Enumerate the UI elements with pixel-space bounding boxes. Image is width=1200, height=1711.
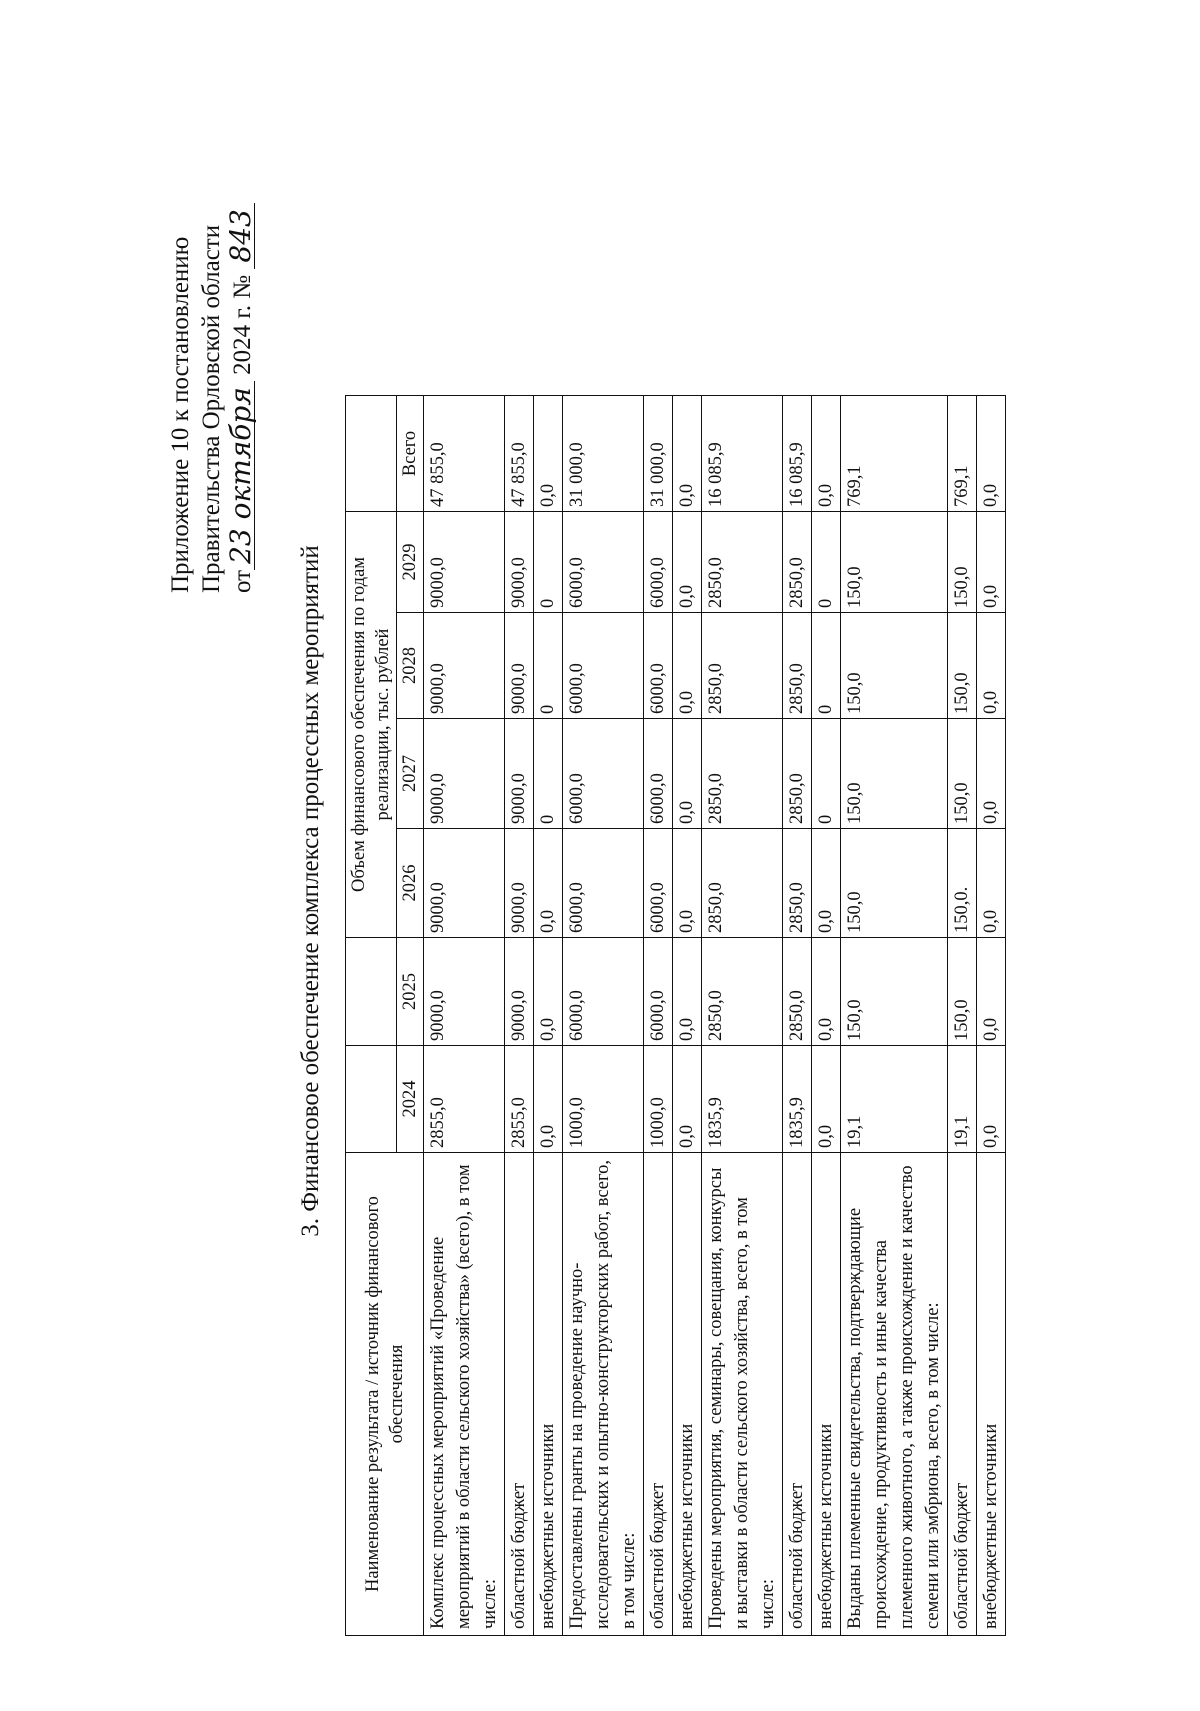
row-value: 0,0 (673, 938, 702, 1046)
row-value: 769,1 (841, 396, 948, 512)
header-year: Всего (397, 396, 424, 512)
table-row (783, 396, 812, 1636)
row-value: 150,0 (841, 938, 948, 1046)
table-row (563, 396, 644, 1636)
row-value: 150,0 (948, 512, 977, 613)
header-year: 2025 (397, 938, 424, 1046)
row-value: 0 (812, 719, 841, 829)
row-value: 1835,9 (702, 1046, 783, 1153)
row-name: Предоставлены гранты на проведение научно-исследовательских и опытно-конструкторских работ, всего, в том числе: (563, 1153, 644, 1636)
appendix-year: 2024 г. № (229, 274, 256, 375)
row-value: 9000,0 (505, 719, 534, 829)
row-value: 0,0 (977, 396, 1006, 512)
row-value: 0,0 (977, 719, 1006, 829)
header-year: 2026 (397, 829, 424, 938)
row-value: 6000,0 (644, 613, 673, 719)
row-value: 0 (812, 512, 841, 613)
row-value: 0,0 (673, 829, 702, 938)
table-row (977, 396, 1006, 1636)
row-name: внебюджетные источники (812, 1153, 841, 1636)
handwritten-number: 843 (228, 203, 255, 268)
row-value: 2850,0 (702, 512, 783, 613)
row-value: 0,0 (534, 938, 563, 1046)
appendix-header (165, 73, 258, 593)
row-value: 6000,0 (563, 719, 644, 829)
row-value: 2850,0 (783, 938, 812, 1046)
header-year: 2027 (397, 719, 424, 829)
row-value: 150,0 (841, 512, 948, 613)
header-name-column: Наименование результата / источник финансового обеспечения (346, 1153, 424, 1636)
table-row (812, 396, 841, 1636)
row-value: 0,0 (534, 1046, 563, 1153)
row-value: 47 855,0 (505, 396, 534, 512)
row-value: 2850,0 (783, 829, 812, 938)
row-value: 0,0 (673, 719, 702, 829)
row-value: 9000,0 (424, 512, 505, 613)
row-value: 0,0 (812, 829, 841, 938)
row-value: 0,0 (977, 1046, 1006, 1153)
row-value: 9000,0 (424, 719, 505, 829)
row-value: 150,0 (948, 719, 977, 829)
row-value: 2850,0 (783, 719, 812, 829)
row-value: 9000,0 (424, 613, 505, 719)
row-value: 0,0 (534, 829, 563, 938)
row-name: областной бюджет (644, 1153, 673, 1636)
header-year: 2028 (397, 613, 424, 719)
row-value: 2855,0 (505, 1046, 534, 1153)
row-value: 2850,0 (783, 613, 812, 719)
appendix-prefix: от (229, 569, 256, 593)
row-name: областной бюджет (783, 1153, 812, 1636)
row-value: 6000,0 (563, 613, 644, 719)
row-value: 150,0. (948, 829, 977, 938)
row-value: 47 855,0 (424, 396, 505, 512)
row-value: 0,0 (977, 829, 1006, 938)
row-name: областной бюджет (948, 1153, 977, 1636)
header-empty-total (346, 396, 397, 512)
row-value: 0 (534, 512, 563, 613)
row-name: Комплекс процессных мероприятий «Проведение мероприятий в области сельского хозяйства» (всего), в том числе: (424, 1153, 505, 1636)
table-row (841, 396, 948, 1636)
table-row (534, 396, 563, 1636)
row-value: 0,0 (812, 1046, 841, 1153)
row-name: областной бюджет (505, 1153, 534, 1636)
row-value: 0,0 (673, 1046, 702, 1153)
table-row (505, 396, 534, 1636)
row-value: 0,0 (977, 938, 1006, 1046)
row-value: 16 085,9 (702, 396, 783, 512)
row-value: 0,0 (812, 396, 841, 512)
row-name: Выданы племенные свидетельства, подтверждающие происхождение, продуктивность и иные качества племенного животного, а также происхождение и качество семени или эмбриона, всего, в том числе: (841, 1153, 948, 1636)
row-value: 1000,0 (644, 1046, 673, 1153)
row-value: 0 (534, 613, 563, 719)
row-value: 9000,0 (424, 829, 505, 938)
row-value: 0,0 (534, 396, 563, 512)
row-value: 19,1 (841, 1046, 948, 1153)
row-value: 0,0 (673, 396, 702, 512)
row-value: 2850,0 (702, 613, 783, 719)
row-value: 769,1 (948, 396, 977, 512)
header-empty-2025 (346, 938, 397, 1046)
row-value: 2855,0 (424, 1046, 505, 1153)
row-value: 9000,0 (424, 938, 505, 1046)
row-value: 6000,0 (563, 829, 644, 938)
row-value: 2850,0 (702, 938, 783, 1046)
header-empty-2024 (346, 1046, 397, 1153)
row-value: 150,0 (841, 719, 948, 829)
row-value: 6000,0 (644, 938, 673, 1046)
row-value: 0,0 (673, 613, 702, 719)
row-value: 6000,0 (644, 829, 673, 938)
row-value: 9000,0 (505, 829, 534, 938)
row-value: 19,1 (948, 1046, 977, 1153)
financing-table (345, 395, 1006, 1636)
row-value: 6000,0 (563, 938, 644, 1046)
row-value: 0,0 (812, 938, 841, 1046)
row-value: 2850,0 (783, 512, 812, 613)
row-value: 16 085,9 (783, 396, 812, 512)
row-value: 0,0 (977, 613, 1006, 719)
row-value: 0 (812, 613, 841, 719)
row-value: 31 000,0 (563, 396, 644, 512)
row-name: внебюджетные источники (673, 1153, 702, 1636)
row-value: 150,0 (841, 613, 948, 719)
header-year: 2029 (397, 512, 424, 613)
row-value: 6000,0 (563, 512, 644, 613)
row-value: 0,0 (977, 512, 1006, 613)
table-row (644, 396, 673, 1636)
row-value: 9000,0 (505, 938, 534, 1046)
handwritten-date: 23 октября (228, 381, 255, 570)
row-value: 9000,0 (505, 512, 534, 613)
row-value: 150,0 (948, 613, 977, 719)
table-row (673, 396, 702, 1636)
section-title: 3. Финансовое обеспечение комплекса процессных мероприятий (297, 545, 324, 1237)
table-row (702, 396, 783, 1636)
table-row (424, 396, 505, 1636)
row-value: 1000,0 (563, 1046, 644, 1153)
row-value: 9000,0 (505, 613, 534, 719)
row-value: 2850,0 (702, 719, 783, 829)
row-value: 6000,0 (644, 719, 673, 829)
table-row (948, 396, 977, 1636)
row-name: внебюджетные источники (534, 1153, 563, 1636)
row-value: 6000,0 (644, 512, 673, 613)
row-name: Проведены мероприятия, семинары, совещания, конкурсы и выставки в области сельского хозяйства, всего, в том числе: (702, 1153, 783, 1636)
appendix-line-1: Приложение 10 к постановлению (167, 236, 194, 593)
appendix-line-2: Правительства Орловской области (198, 224, 225, 593)
row-value: 150,0 (841, 829, 948, 938)
row-name: внебюджетные источники (977, 1153, 1006, 1636)
header-year: 2024 (397, 1046, 424, 1153)
row-value: 1835,9 (783, 1046, 812, 1153)
row-value: 150,0 (948, 938, 977, 1046)
row-value: 31 000,0 (644, 396, 673, 512)
row-value: 0 (534, 719, 563, 829)
appendix-line-3 (224, 73, 258, 593)
header-volume-group: Объем финансового обеспечения по годам реализации, тыс. рублей (346, 512, 397, 938)
row-value: 0,0 (673, 512, 702, 613)
row-value: 2850,0 (702, 829, 783, 938)
